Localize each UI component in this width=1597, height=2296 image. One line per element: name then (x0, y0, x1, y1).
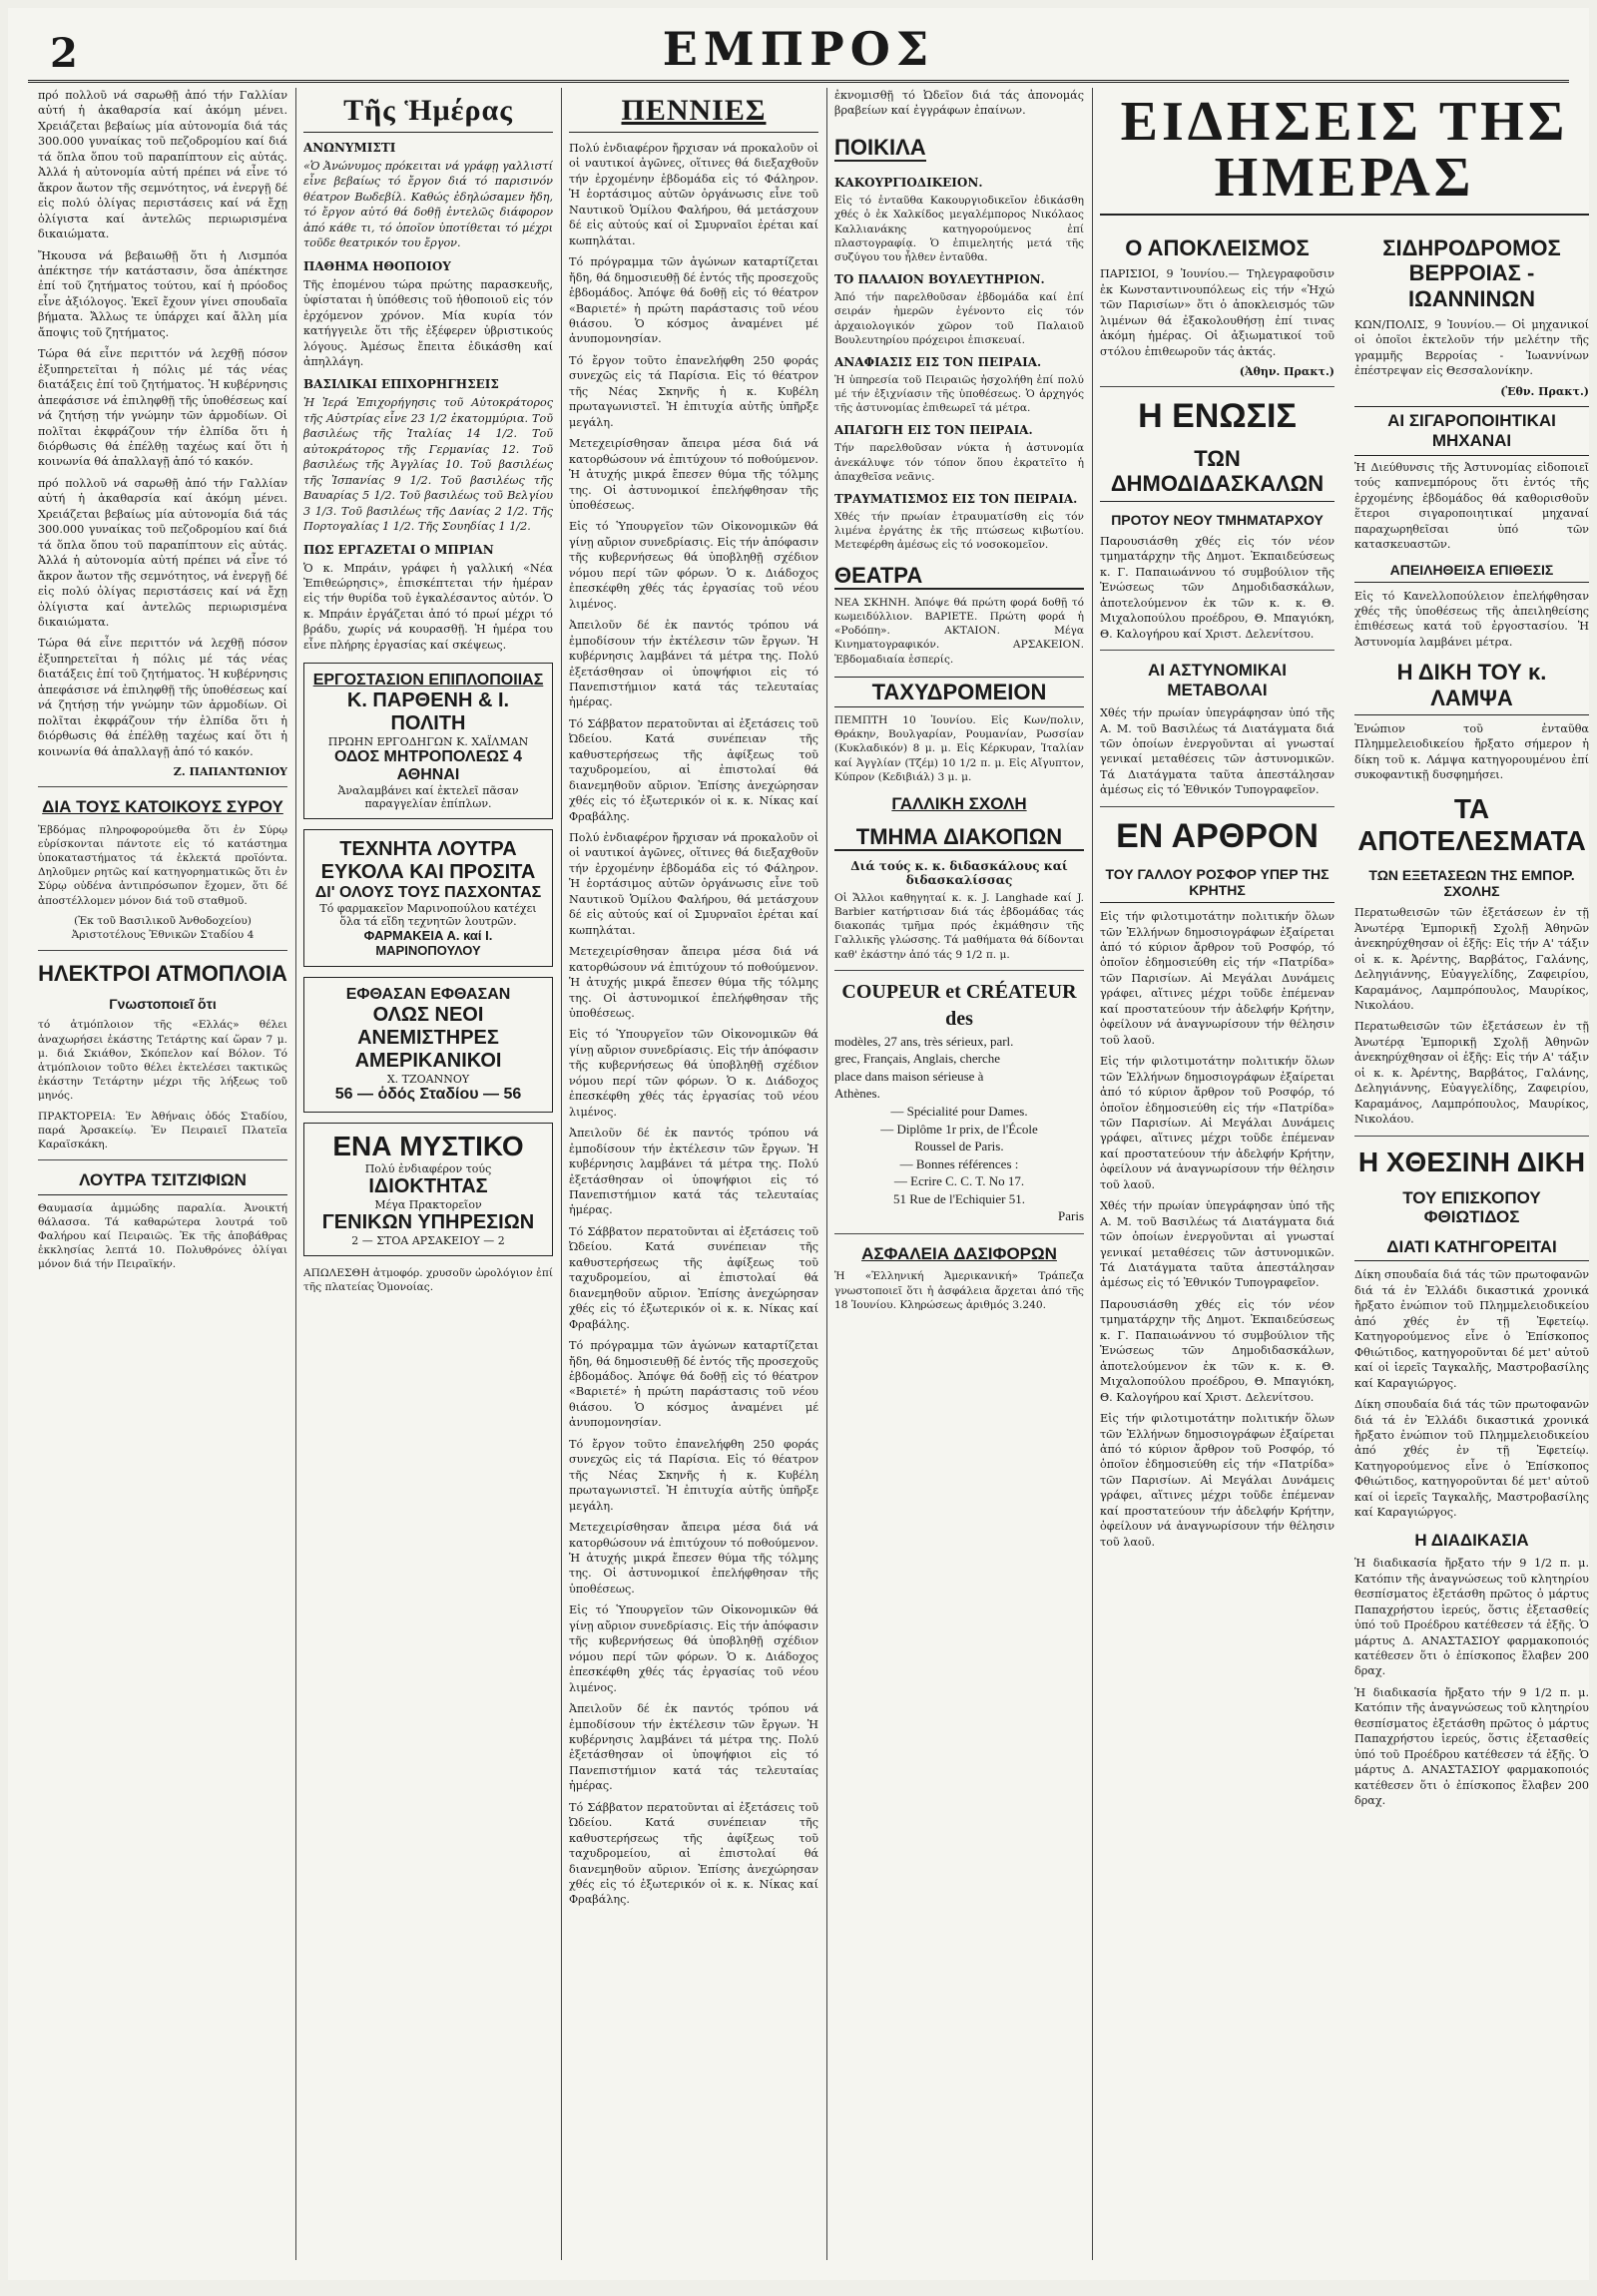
fr-line7: — Diplôme 1r prix, de l'École (880, 1121, 1038, 1137)
penny-text-14: Τό ἔργον τοῦτο ἐπανελήφθη 250 φοράς συνεχῶς εἰς τά Παρίσια. Εἰς τό θέατρον τῆς Νέας Σκηνῆς ἡ κ. Κυβέλη πρωταγωνιστεῖ. Ἡ ἐπιτυχία αὐτῆς ὑπῆρξε μεγάλη. (569, 1437, 818, 1513)
tobacco-title: ΑΙ ΣΙΓΑΡΟΠΟΙΗΤΙΚΑΙ ΜΗΧΑΝΑΙ (1354, 406, 1589, 456)
results-text-cont: Περατωθεισῶν τῶν ἐξετάσεων ἐν τῇ Ἀνωτέρᾳ Ἐμπορικῇ Σχολῇ Ἀθηνῶν ἀνεκηρύχθησαν οἱ ἑξῆς: Εἰς τήν Α' τάξιν οἱ κ. κ. Ἀρέντης, Βαρβάτος, Γαλάνης, Δεληγιάννης, Εὐαγγελίδης, Ζαφειρίου, Καραμάνος, Λαμπρόπουλος, Μαυρίκος, Νικολάου. (1354, 1020, 1589, 1127)
news-left-column (1100, 226, 1334, 1815)
penny-text-1: Πολύ ἐνδιαφέρον ἤρχισαν νά προκαλοῦν οἱ οἱ ναυτικοί ἀγῶνες, οἵτινες θά διεξαχθοῦν τήν ἐρχομένην ἑβδομάδα εἰς τό Φάληρον. Ἡ ἑορτάσιμος αὐτῶν ὀργάνωσις εἶνε τοῦ Ναυτικοῦ Ὁμίλου Φαλήρου, θά μετάσχουν δέ εἰς αὐτούς καί οἱ Σμυρναῖοι ἐρέται καί κωπηλάται. (569, 142, 818, 247)
article-text: Εἰς τήν φιλοτιμοτάτην πολιτικήν ὅλων τῶν Ἑλλήνων δημοσιογράφων ἐξαίρεται ἀπό τό κύριον ἄρθρον τοῦ Ροσφόρ, τό ὁποῖον ἐδημοσιεύθη εἰς τήν «Πατρίδα» τῶν Παρισίων. Αἱ Μεγάλαι Δυνάμεις γράφει, αἵτινες μέχρι τοῦδε ἐπέμεναν καί προστατεύουν τήν ἀδελφήν Κρήτην, ὀφείλουν νά ἀναγνωρίσουν τήν θέλησιν τοῦ λαοῦ. (1100, 910, 1334, 1047)
fans-line1: ΕΦΘΑΣΑΝ ΕΦΘΑΣΑΝ (345, 986, 511, 1004)
long-text-cont: πρό πολλοῦ νά σαρωθῇ ἀπό τήν Γαλλίαν αὐτή ἡ ἀκαθαρσία καί ἀκόμη μένει. Χρειάζεται βεβαίως μία αὐτονομία διά τάς 300.000 γυναίκας τοῦ πεζοδρομίου καί διά τά ὅπλα ὅπου τοῦ παραπίπτουν εἰς αὐτάς. Ἀλλά ἡ αὐτονομία αὐτή πρέπει νά εἶνε τό ἄκρον ἄωτον τῆς σεμνότητος, νά ἐνεργῇ δέ εἰς πολύ ὀλίγας περιστάσεις καί νά ἔχῃ ὀλίγιστα καί ἀντελῶς περιωρισμένα δικαιώματα. (38, 476, 287, 629)
newspaper-title: ΕΜΠΡΟΣ (662, 22, 935, 76)
penny-text-17: Ἀπειλοῦν δέ ἐκ παντός τρόπου νά ἐμποδίσουν τήν ἐκτέλεσιν τῶν ἔργων. Ἡ κυβέρνησις λαμβάνει τά μέτρα της. Πολύ ἐξετάσθησαν οἱ ὑποψήφιοι εἰς τό Πανεπιστήμιον κατά τάς τελευταίας ἡμέρας. (569, 1702, 818, 1793)
ad1-sub: Γνωστοποιεῖ ὅτι (109, 996, 217, 1013)
post-title: ΤΑΧΥΔΡΟΜΕΙΟΝ (834, 677, 1084, 707)
column-1 (38, 88, 287, 2260)
fr-line6: — Spécialité pour Dames. (890, 1104, 1028, 1120)
column-rule (826, 88, 827, 2260)
penny-text-11: Ἀπειλοῦν δέ ἐκ παντός τρόπου νά ἐμποδίσουν τήν ἐκτέλεσιν τῶν ἔργων. Ἡ κυβέρνησις λαμβάνει τά μέτρα της. Πολύ ἐξετάσθησαν οἱ ὑποψήφιοι εἰς τό Πανεπιστήμιον κατά τάς τελευταίας ἡμέρας. (569, 1127, 818, 1217)
fans-line3: ΑΜΕΡΙΚΑΝΙΚΟΙ (354, 1050, 502, 1073)
anonymous-title: ΑΝΩΝΥΜΙΣΤΙ (303, 141, 396, 155)
newspaper-page (8, 8, 1589, 2280)
threat-text: Εἰς τό Κανελλοπούλειον ἐπελήφθησαν χθές τῆς ὑποθέσεως τῆς ἀπειληθείσης ἐπιθέσεως κατά τοῦ ἐργοστασίου. Ἡ Ἀστυνομία λαμβάνει μέτρα. (1354, 589, 1589, 649)
penny-text-18: Τό Σάββατον περατοῦνται αἱ ἐξετάσεις τοῦ Ὠδείου. Κατά συνέπειαν τῆς καθυστερήσεως τῆς ἀφίξεως τοῦ ταχυδρομείου, αἱ ἐπιστολαί θά διανεμηθοῦν αὔριον. Ἐπίσης ἀνεχώρησαν χθές εἰς τό ἐξωτερικόν οἱ κ. κ. Νίκας καί Φραβάλης. (569, 1800, 818, 1907)
bishop-text: Δίκη σπουδαία διά τάς τῶν πρωτοφανῶν διά τά ἐν Ἑλλάδι δικαστικά χρονικά ἤρξατο ἐνώπιον τοῦ Πλημμελειοδικείου ἀπό χθές ἐν τῇ Ἐφετείῳ. Κατηγορούμενος εἶνε ὁ Ἐπίσκοπος Φθιώτιδος, κατηγοροῦνται δέ μετ' αὐτοῦ καί οἱ ἱερεῖς Ταγκαλῆς, Μαστροβασίλης καί Καραγιώργος. (1354, 1268, 1589, 1390)
railway-title: ΣΙΔΗΡΟΔΡΟΜΟΣ ΒΕΡΡΟΙΑΣ - ΙΩΑΝΝΙΝΩΝ (1382, 235, 1561, 311)
news-right-column (1354, 226, 1589, 1815)
divider (38, 950, 287, 951)
lead-text: πρό πολλοῦ νά σαρωθῇ ἀπό τήν Γαλλίαν αὐτή ἡ ἀκαθαρσία καί ἀκόμη μένει. Χρειάζεται βεβαίως μία αὐτονομία διά τάς 300.000 γυναίκας τοῦ πεζοδρομίου καί διά τά ὅπλα ὅπου τοῦ παραπίπτουν εἰς αὐτάς. Ἀλλά ἡ αὐτονομία αὐτή πρέπει νά εἶνε τό ἄκρον ἄωτον τῆς σεμνότητος, νά ἐνεργῇ δέ εἰς πολύ ὀλίγας περιστάσεις καί νά ἔχῃ ὀλίγιστα καί ἀντελῶς περιωρισμένα δικαιώματα. (38, 89, 287, 241)
injury-text: Χθές τήν πρωίαν ἐτραυματίσθη εἰς τόν λιμένα ἐργάτης ἐκ τῆς πτώσεως κιβωτίου. Μετεφέρθη ἀμέσως εἰς τό νοσοκομεῖον. (834, 511, 1084, 552)
bishop-sub: ΤΟΥ ΕΠΙΣΚΟΠΟΥ ΦΘΙΩΤΙΔΟΣ (1402, 1187, 1541, 1227)
exclusion-source: (Ἀθην. Πρακτ.) (1239, 365, 1334, 379)
fr-line8: Roussel de Paris. (914, 1139, 1004, 1154)
divider (1100, 650, 1334, 651)
anonymous-text: «Ὁ Ἀνώνυμος πρόκειται νά γράφῃ γαλλιστί εἶνε βεβαίως τό ἔργον διά τό παρισινόν θέατρον Βωδεβίλ. Καθώς ἐδηλώσαμεν ἤδη, τό ἔργον αὐτό θά δοθῇ ἐντελῶς διάφορον ἀπό κάθε τι, τό ὁποῖον ὑποτίθεται τό μέχρι τοῦδε θεατρικόν του ἔργον. (303, 160, 553, 250)
lampsa-text: Ἐνώπιον τοῦ ἐνταῦθα Πλημμελειοδικείου ἤρξατο σήμερον ἡ δίκη τοῦ κ. Λάμψα κατηγορουμένου ἐπί συκοφαντικῇ δυσφημήσει. (1354, 721, 1589, 782)
procedure-text-cont: Ἡ διαδικασία ἤρξατο τήν 9 1/2 π. μ. Κατόπιν τῆς ἀναγνώσεως τοῦ κλητηρίου θεσπίσματος ἐξετάσθη πρῶτος ὁ μάρτυς Παπαχρήστου ἱερεύς, ὅστις ἐξετασθείς ὑπό τοῦ Προέδρου κατέθεσεν τά ἑξῆς. Ὁ μάρτυς Δ. ΑΝΑΣΤΑΣΙΟΥ φαρμακοποιός κατέθεσεν ὅτι ὁ ἐπίσκοπος ἔλαβεν 200 δραχ. (1354, 1685, 1589, 1808)
actor-text: Τῆς ἐπομένου τώρα πρώτης παρασκευῆς, ὑφίσταται ἡ ὑπόθεσις τοῦ ἠθοποιοῦ εἰς τόν ἐρχόμενον χρόνον. Μία κυρία τόν κατήγγειλε ὅτι τῆς ἐξέφερεν ὑβριστικούς λόγους. Ἀμέσως ἔπειτα ἐδικάσθη καί ἀπηλλάγη. (303, 277, 553, 368)
fr-line12: Paris (1058, 1208, 1084, 1224)
theatre-text: ΝΕΑ ΣΚΗΝΗ. Ἀπόψε θά πρώτη φορά δοθῇ τό κωμειδύλλιον. ΒΑΡΙΕΤΕ. Πρώτη φορά ἡ «Ροδόπη». ΑΚΤΑΙΟΝ. Μέγα Κινηματογραφικόν. ΑΡΣΑΚΕΙΟΝ. Ἑβδομαδιαία ἑσπερίς. (834, 596, 1084, 666)
french-ad (834, 979, 1084, 1225)
penny-text-10: Εἰς τό Ὑπουργεῖον τῶν Οἰκονομικῶν θά γίνῃ αὔριον συνεδρίασις. Εἰς τήν ἀπόφασιν τῆς κυβερνήσεως θά ὑποβληθῇ σχέδιον νόμου περί τῶν φόρων. Ὁ κ. Διάδοχος ἐπεσκέφθη χθές τάς ἐργασίας τοῦ νέου λιμένος. (569, 1028, 818, 1119)
masthead (28, 16, 1569, 83)
secret-line2: Πολύ ἐνδιαφέρον τούς (364, 1162, 492, 1176)
long-text: Τώρα θά εἶνε περιττόν νά λεχθῇ πόσον ἐξυπηρετεῖται ἡ πόλις μέ τάς νέας διατάξεις ἐπί τοῦ ζητήματος. Ἡ κυβέρνησις ἀπεφάσισε νά ἐπιληφθῇ τῆς ὑποθέσεως καί νά ζητήσῃ τήν γνώμην τῶν ἁρμοδίων. Οἱ πολῖται ἐκφράζουν τήν ἐλπίδα ὅτι ἡ διόρθωσις θά ἐπέλθῃ ταχέως καί ὅτι ἡ κοινωνία θά ἀπαλλαγῇ ἀπό τό κακόν. (38, 347, 287, 469)
fans-line2: ΟΛΩΣ ΝΕΟΙ ΑΝΕΜΙΣΤΗΡΕΣ (357, 1004, 499, 1050)
signature: Ζ. ΠΑΠΑΝΤΩΝΙΟΥ (173, 765, 287, 779)
french-school-sub: ΤΜΗΜΑ ΔΙΑΚΟΠΩΝ (834, 824, 1084, 851)
article-text-cont-2: Χθές τήν πρωίαν ὑπεγράφησαν ὑπό τῆς Α. Μ. τοῦ Βασιλέως τά Διατάγματα διά τῶν ὁποίων ἐνεργοῦνται αἱ γνωσταί γενικαί μεταθέσεις τῶν ἀστυνομικῶν. Τά Διατάγματα ταῦτα ἀπεστάλησαν ἀμέσως εἰς τό Ἐθνικόν Τυπογραφεῖον. (1100, 1199, 1334, 1290)
fans-ad (303, 977, 553, 1113)
insurance-text: Ἡ «Ἑλληνική Ἀμερικανική» Τράπεζα γνωστοποιεῖ ὅτι ἡ ἀσφάλεια ἄρχεται ἀπό τῆς 18 Ἰουνίου. Κληρώσεως ἀριθμός 3.240. (834, 1270, 1084, 1311)
workshop-ad (303, 663, 553, 819)
union-sub2: ΠΡΟΤΟΥ ΝΕΟΥ ΤΜΗΜΑΤΑΡΧΟΥ (1111, 511, 1324, 528)
article-text-cont: Εἰς τήν φιλοτιμοτάτην πολιτικήν ὅλων τῶν Ἑλλήνων δημοσιογράφων ἐξαίρεται ἀπό τό κύριον ἄρθρον τοῦ Ροσφόρ, τό ὁποῖον ἐδημοσιεύθη εἰς τήν «Πατρίδα» τῶν Παρισίων. Αἱ Μεγάλαι Δυνάμεις γράφει, αἵτινες μέχρι τοῦδε ἐπέμεναν καί προστατεύουν τήν ἀδελφήν Κρήτην, ὀφείλουν νά ἀναγνωρίσουν τήν θέλησιν τοῦ λαοῦ. (1100, 1055, 1334, 1191)
french-school-text: Οἱ Ἄλλοι καθηγηταί κ. κ. J. Langhade καί J. Barbier κατήρτισαν διά τάς ἑβδομάδας τάς διακοπάς τμῆμα πρός ἐκμάθησιν τῆς Γαλλικῆς γλώσσης. Τά μαθήματα θά δίδονται καθ' ἑκάστην ἀπό τάς 9 1/2 π. μ. (834, 891, 1084, 961)
penny-text-5: Εἰς τό Ὑπουργεῖον τῶν Οἰκονομικῶν θά γίνῃ αὔριον συνεδρίασις. Εἰς τήν ἀπόφασιν τῆς κυβερνήσεως θά ὑποβληθῇ σχέδιον νόμου περί τῶν φόρων. Ὁ κ. Διάδοχος ἐπεσκέφθη χθές τάς ἐργασίας τοῦ νέου λιμένος. (569, 520, 818, 611)
workshop-line2: Κ. ΠΑΡΘΕΝΗ & Ι. ΠΟΛΙΤΗ (346, 689, 510, 735)
column-2-header: Τῆς Ἡμέρας (303, 94, 553, 133)
ad1-agencies: ΠΡΑΚΤΟΡΕΙΑ: Ἐν Ἀθήναις ὁδός Σταδίου, παρά Ἀρσακείῳ. Ἐν Πειραιεῖ Πλατεῖα Καραϊσκάκη. (38, 1110, 287, 1150)
exclusion-title: Ο ΑΠΟΚΛΕΙΣΜΟΣ (1125, 235, 1310, 260)
baths-line3: ΔΙ' ΟΛΟΥΣ ΤΟΥΣ ΠΑΣΧΟΝΤΑΣ (314, 884, 542, 902)
piraeus-text: Ἡ ὑπηρεσία τοῦ Πειραιῶς ἠσχολήθη ἐπί πολύ μέ τήν ἐξιχνίασιν τῆς ὑποθέσεως. Ὁ ἀρχηγός τῆς ἀστυνομίας ἐπιθεωρεῖ τά μέτρα. (834, 373, 1084, 415)
misc-title: ΠΟΙΚΙΛΑ (834, 135, 926, 162)
baths-line2: ΕΥΚΟΛΑ ΚΑΙ ΠΡΟΣΙΤΑ (320, 861, 536, 884)
ad1-text: τό ἀτμόπλοιον τῆς «Ελλάς» θέλει ἀναχωρήσει ἐκάστης Τετάρτης καί ὥραν 7 μ. μ. διά Σκιάθον, Σκόπελον καί Βόλον. Τό ἀτμόπλοιον τοῦτο θέλει ἐκτελέσει τακτικῶς ἐκάστην Τετάρτην μέχρι τῆς λήξεως τοῦ μηνός. (38, 1019, 287, 1103)
column-rule (561, 88, 562, 2260)
column-2 (303, 88, 553, 2260)
bishop-text-cont: Δίκη σπουδαία διά τάς τῶν πρωτοφανῶν διά τά ἐν Ἑλλάδι δικαστικά χρονικά ἤρξατο ἐνώπιον τοῦ Πλημμελειοδικείου ἀπό χθές ἐν τῇ Ἐφετείῳ. Κατηγορούμενος εἶνε ὁ Ἐπίσκοπος Φθιώτιδος, κατηγοροῦνται δέ μετ' αὐτοῦ καί οἱ ἱερεῖς Ταγκαλῆς, Μαστροβασίλης καί Καραγιώργος. (1354, 1398, 1589, 1520)
court-title: ΚΑΚΟΥΡΓΙΟΔΙΚΕΙΟΝ. (834, 176, 983, 191)
baths-title: ΛΟΥΤΡΑ ΤΣΙΤΖΙΦΙΩΝ (38, 1170, 287, 1195)
court-text: Εἰς τό ἐνταῦθα Κακουργιοδικεῖον ἐδικάσθη χθές ὁ ἐκ Χαλκίδος μεγαλέμπορος Νικόλαος Καλλιανάκης κατηγορούμενος ἐπί πλαστογραφίᾳ. Ὁ ἐπιμελητής μετά τῆς συζύγου του ἦλθεν ἐνταῦθα. (834, 195, 1084, 263)
workshop-line5: Ἀναλαμβάνει καί ἐκτελεῖ πᾶσαν παραγγελίαν ἐπίπλων. (337, 784, 519, 811)
post-text: ΠΕΜΠΤΗ 10 Ἰουνίου. Εἰς Κων/πολιν, Θράκην, Βουλγαρίαν, Ρουμανίαν, Ρωσσίαν (Κυκλαδικόν) 8 μ. μ. Εἰς Κέρκυραν, Ἰταλίαν καί Ἀγγλίαν (Τζέμ) 10 1/2 π. μ. Εἰς Αἴγυπτον, Κύπρον (Κεδιβιάλ) 3 μ. μ. (834, 714, 1084, 783)
baths-text: Θαυμασία ἀμμώδης παραλία. Ἀνοικτή θάλασσα. Τά καθαρώτερα λουτρά τοῦ Φαλήρου καί Πειραιῶς. Ἐκ τῆς ἀποβάθρας ἐκκλησίας λεπτά 10. Πολυθρόνες ὀλίγαι μόνον διά τήν Πειραϊκήν. (38, 1201, 287, 1271)
news-columns (1100, 226, 1589, 1815)
lampsa-title: Η ΔΙΚΗ ΤΟΥ κ. ΛΑΜΨΑ (1354, 660, 1589, 715)
penny-text-6: Ἀπειλοῦν δέ ἐκ παντός τρόπου νά ἐμποδίσουν τήν ἐκτέλεσιν τῶν ἔργων. Ἡ κυβέρνησις λαμβάνει τά μέτρα της. Πολύ ἐξετάσθησαν οἱ ὑποψήφιοι εἰς τό Πανεπιστήμιον κατά τάς τελευταίας ἡμέρας. (569, 619, 818, 709)
baths-line1: ΤΕΧΝΗΤΑ ΛΟΥΤΡΑ (339, 838, 517, 861)
penny-text-13: Τό πρόγραμμα τῶν ἀγώνων καταρτίζεται ἤδη, θά δημοσιευθῇ δέ ἐντός τῆς προσεχοῦς ἑβδομάδος. Ἀπόψε θά δοθῇ εἰς τό θέατρον «Βαριετέ» ἡ πρώτη παράστασις τοῦ νέου θιάσου. Ὁ κόσμος ἀναμένει μέ ἀνυπομονησίαν. (569, 1339, 818, 1430)
french-school-lead: Διά τούς κ. κ. διδασκάλους καί διδασκαλίσσας (850, 858, 1068, 887)
secret-line4: Μέγα Πρακτορεῖον (374, 1198, 482, 1212)
divider (1100, 806, 1334, 807)
piraeus-title: ΑΝΑΦΙΑΣΙΣ ΕΙΣ ΤΟΝ ΠΕΙΡΑΙΑ. (834, 354, 1042, 369)
union-sub: ΤΩΝ ΔΗΜΟΔΙΔΑΣΚΑΛΩΝ (1100, 446, 1334, 502)
news-of-the-day (1100, 88, 1589, 2260)
fans-line4: Χ. ΤΖΟΑΝΝΟΥ (386, 1073, 470, 1087)
lost-notice: ΑΠΩΛΕΣΘΗ ἀτμοφόρ. χρυσοῦν ὡρολόγιον ἐπί τῆς πλατείας Ὁμονοίας. (303, 1267, 553, 1294)
divider (1354, 1136, 1589, 1137)
abduction-title: ΑΠΑΓΩΓΗ ΕΙΣ ΤΟΝ ΠΕΙΡΑΙΑ. (834, 423, 1033, 438)
column-rule (1092, 88, 1093, 2260)
long-text-cont-2: Τώρα θά εἶνε περιττόν νά λεχθῇ πόσον ἐξυπηρετεῖται ἡ πόλις μέ τάς νέας διατάξεις ἐπί τοῦ ζητήματος. Ἡ κυβέρνησις ἀπεφάσισε νά ἐπιληφθῇ τῆς ὑποθέσεως καί νά ζητήσῃ τήν γνώμην τῶν ἁρμοδίων. Οἱ πολῖται ἐκφράζουν τήν ἐλπίδα ὅτι ἡ διόρθωσις θά ἐπέλθῃ ταχέως καί ὅτι ἡ κοινωνία θά ἀπαλλαγῇ ἀπό τό κακόν. (38, 637, 287, 758)
fr-line9: — Bonnes références : (899, 1155, 1019, 1171)
results-sub: ΤΩΝ ΕΞΕΤΑΣΕΩΝ ΤΗΣ ΕΜΠΟΡ. ΣΧΟΛΗΣ (1368, 867, 1575, 900)
secret-line6: 2 — ΣΤΟΑ ΑΡΣΑΚΕΙΟΥ — 2 (351, 1234, 505, 1248)
syros-source: (Ἐκ τοῦ Βασιλικοῦ Ἀνθοδοχείου) Ἀριστοτέλους Ἐθνικῶν Σταδίου 4 (71, 914, 255, 941)
bishop-title: Η ΧΘΕΣΙΝΗ ΔΙΚΗ (1357, 1146, 1586, 1177)
syros-title: ΔΙΑ ΤΟΥΣ ΚΑΤΟΙΚΟΥΣ ΣΥΡΟΥ (42, 797, 283, 817)
bryan-text: Ὁ κ. Μπράιν, γράφει ἡ γαλλική «Νέα Ἐπιθεώρησις», ἐπισκέπτεται τήν ἡμέραν εἰς τήν θυρίδα τοῦ ἐγκαλέσαντος αὐτόν. Ὁ κ. Μπράιν ἐργάζεται ἀπό τό πρωί μέχρι τό βράδυ, χωρίς νά κουρασθῇ. Ἡ ἡμέρα του εἶνε πλήρης ἐργασίας καί σκέψεως. (303, 561, 553, 652)
theatre-title: ΘΕΑΤΡΑ (834, 563, 1084, 590)
secret-line5: ΓΕΝΙΚΩΝ ΥΠΗΡΕΣΙΩΝ (321, 1211, 535, 1234)
railway-text: ΚΩΝ/ΠΟΛΙΣ, 9 Ἰουνίου.— Οἱ μηχανικοί οἱ ὁποῖοι ἐκτελοῦν τήν μελέτην τῆς γραμμῆς Βερροίας - Ἰωαννίνων ἐπέστρεψαν εἰς Θεσσαλονίκην. (1354, 317, 1589, 378)
union-text: Παρουσιάσθη χθές εἰς τόν νέον τμηματάρχην τῆς Δημοτ. Ἐκπαιδεύσεως κ. Γ. Παπαιωάννου τό συμβούλιον τῆς Ἑνώσεως τῶν Δημοδιδασκάλων, ἀποτελούμενον ἐκ τῶν κ. κ. Θ. Μιχαλοπούλου προέδρου, Θ. Μπαγιόκη, Θ. Καλογήρου καί Χριστ. Δελενίτσου. (1100, 534, 1334, 641)
secret-ad (303, 1123, 553, 1256)
penny-text-4: Μετεχειρίσθησαν ἄπειρα μέσα διά νά κατορθώσουν νά ἐπιτύχουν τό ποθούμενον. Ἡ ἀτυχής μικρά ἔπεσεν θύμα τῆς τόλμης της. Οἱ ἀστυνομικοί ἐπελήφθησαν τῆς ὑποθέσεως. (569, 437, 818, 512)
baths-line5: ΦΑΡΜΑΚΕΙΑ Α. καί Ι. ΜΑΡΙΝΟΠΟΥΛΟΥ (363, 928, 493, 959)
divider (834, 970, 1084, 971)
column-rule (295, 88, 296, 2260)
bryan-title: ΠΩΣ ΕΡΓΑΖΕΤΑΙ Ο ΜΠΡΙΑΝ (303, 542, 494, 557)
french-school-title: ΓΑΛΛΙΚΗ ΣΧΟΛΗ (891, 794, 1027, 814)
penny-text-15: Μετεχειρίσθησαν ἄπειρα μέσα διά νά κατορθώσουν νά ἐπιτύχουν τό ποθούμενον. Ἡ ἀτυχής μικρά ἔπεσεν θύμα τῆς τόλμης της. Οἱ ἀστυνομικοί ἐπελήφθησαν τῆς ὑποθέσεως. (569, 1521, 818, 1596)
syros-text: Ἐβδόμας πληροφορούμεθα ὅτι ἐν Σύρῳ εὑρίσκονται πάντοτε εἰς τό κατάστημα ὑποκαταστήματος τά ἐκλεκτά προϊόντα. Δηλοῦμεν ρητῶς καί κατηγορηματικῶς ὅτι ἐν Σύρῳ οὐδένα ἀντιπρόσωπον ἔχομεν, ὅτι δέ ἀποστέλλομεν μόνον διά τοῦ σταθμοῦ. (38, 823, 287, 907)
royal-title: ΒΑΣΙΛΙΚΑΙ ΕΠΙΧΟΡΗΓΗΣΕΙΣ (303, 377, 499, 392)
actor-title: ΠΑΘΗΜΑ ΗΘΟΠΟΙΟΥ (303, 258, 451, 273)
top-text: ἐκνομισθῇ τό Ὠδεῖον διά τάς ἀπονομάς βραβείων καί ἐγγράφων ἐπαίνων. (834, 89, 1084, 118)
police-text: Χθές τήν πρωίαν ὑπεγράφησαν ὑπό τῆς Α. Μ. τοῦ Βασιλέως τά Διατάγματα διά τῶν ὁποίων ἐνεργοῦνται αἱ γνωσταί γενικαί μεταθέσεις τῶν ἀστυνομικῶν. Τά Διατάγματα ταῦτα ἀπεστάλησαν ἀμέσως εἰς τό Ἐθνικόν Τυπογραφεῖον. (1100, 706, 1334, 797)
penny-text-16: Εἰς τό Ὑπουργεῖον τῶν Οἰκονομικῶν θά γίνῃ αὔριον συνεδρίασις. Εἰς τήν ἀπόφασιν τῆς κυβερνήσεως θά ὑποβληθῇ σχέδιον νόμου περί τῶν φόρων. Ὁ κ. Διάδοχος ἐπεσκέφθη χθές τάς ἐργασίας τοῦ νέου λιμένος. (569, 1604, 818, 1694)
procedure-text: Ἡ διαδικασία ἤρξατο τήν 9 1/2 π. μ. Κατόπιν τῆς ἀναγνώσεως τοῦ κλητηρίου θεσπίσματος ἐξετάσθη πρῶτος ὁ μάρτυς Παπαχρήστου ἱερεύς, ὅστις ἐξετασθείς ὑπό τοῦ Προέδρου κατέθεσεν τά ἑξῆς. Ὁ μάρτυς Δ. ΑΝΑΣΤΑΣΙΟΥ φαρμακοποιός κατέθεσεν ὅτι ὁ ἐπίσκοπος ἔλαβεν 200 δραχ. (1354, 1557, 1589, 1678)
fans-line5: 56 — ὁδός Σταδίου — 56 (334, 1086, 522, 1104)
workshop-line3: ΠΡΩΗΝ ΕΡΓΟΔΗΓΩΝ Κ. ΧΑΪΛΜΑΝ (327, 735, 529, 749)
divider (38, 786, 287, 787)
columns (38, 88, 1589, 2260)
divider (38, 1159, 287, 1160)
workshop-line1: ΕΡΓΟΣΤΑΣΙΟΝ ΕΠΙΠΛΟΠΟΙΙΑΣ (312, 672, 544, 689)
penny-text-2: Τό πρόγραμμα τῶν ἀγώνων καταρτίζεται ἤδη, θά δημοσιευθῇ δέ ἐντός τῆς προσεχοῦς ἑβδομάδος. Ἀπόψε θά δοθῇ εἰς τό θέατρον «Βαριετέ» ἡ πρώτη παράστασις τοῦ νέου θιάσου. Ὁ κόσμος ἀναμένει μέ ἀνυπομονησίαν. (569, 255, 818, 346)
results-text: Περατωθεισῶν τῶν ἐξετάσεων ἐν τῇ Ἀνωτέρᾳ Ἐμπορικῇ Σχολῇ Ἀθηνῶν ἀνεκηρύχθησαν οἱ ἑξῆς: Εἰς τήν Α' τάξιν οἱ κ. κ. Ἀρέντης, Βαρβάτος, Γαλάνης, Δεληγιάννης, Εὐαγγελίδης, Ζαφειρίου, Καραμάνος, Λαμπρόπουλος, Μαυρίκος, Νικολάου. (1354, 906, 1589, 1013)
results-title: ΤΑ ΑΠΟΤΕΛΕΣΜΑΤΑ (1357, 792, 1586, 856)
mid-text: Ἤκουσα νά βεβαιωθῇ ὅτι ἡ Λισμπόα ἀπέκτησε τήν κατάστασιν, ὅσα ἀπέκτησε ἐπί τοῦ ζητήματος τούτου, καί ἡ πρόοδος εἶνε ἀξιόλογος. Ἐκεῖ ἔχουν γίνει σπουδαῖα βήματα. Ἄλλως τε ὑπάρχει καί ἄλλη μία ἄποψις τοῦ ζητήματος. (38, 248, 287, 339)
injury-title: ΤΡΑΥΜΑΤΙΣΜΟΣ ΕΙΣ ΤΟΝ ΠΕΙΡΑΙΑ. (834, 492, 1078, 507)
secret-line1: ΕΝΑ ΜΥΣΤΙΚΟ (332, 1131, 524, 1162)
railway-source: (Ἐθν. Πρακτ.) (1500, 384, 1589, 398)
page-number: 2 (50, 30, 78, 77)
penny-text-9: Μετεχειρίσθησαν ἄπειρα μέσα διά νά κατορθώσουν νά ἐπιτύχουν τό ποθούμενον. Ἡ ἀτυχής μικρά ἔπεσεν θύμα τῆς τόλμης της. Οἱ ἀστυνομικοί ἐπελήφθησαν τῆς ὑποθέσεως. (569, 945, 818, 1021)
fr-line4: place dans maison sérieuse à (834, 1068, 984, 1084)
fr-line3: grec, Français, Anglais, cherche (834, 1051, 1001, 1067)
tobacco-text: Ἡ Διεύθυνσις τῆς Ἀστυνομίας εἰδοποιεῖ τούς καπνεμπόρους ὅτι ἐντός τῆς ἐρχομένης ἑβδομάδος θά καθορισθοῦν ἕτεροι σιγαροποιητικαί μηχαναί παραχωρηθεῖσαι ὑπό τῶν κατασκευαστῶν. (1354, 460, 1589, 551)
news-banner: ΕΙΔΗΣΕΙΣ ΤΗΣ ΗΜΕΡΑΣ (1100, 94, 1589, 216)
divider (1100, 386, 1334, 387)
workshop-line4: ΟΔΟΣ ΜΗΤΡΟΠΟΛΕΩΣ 4 ΑΘΗΝΑΙ (333, 748, 523, 784)
secret-line3: ΙΔΙΟΚΤΗΤΑΣ (368, 1175, 488, 1198)
bishop-sub2: ΔΙΑΤΙ ΚΑΤΗΓΟΡΕΙΤΑΙ (1354, 1237, 1589, 1262)
fr-line10: — Ecrire C. C. T. No 17. (893, 1173, 1025, 1189)
penny-text-12: Τό Σάββατον περατοῦνται αἱ ἐξετάσεις τοῦ Ὠδείου. Κατά συνέπειαν τῆς καθυστερήσεως τῆς ἀφίξεως τοῦ ταχυδρομείου, αἱ ἐπιστολαί θά διανεμηθοῦν αὔριον. Ἐπίσης ἀνεχώρησαν χθές εἰς τό ἐξωτερικόν οἱ κ. κ. Νίκας καί Φραβάλης. (569, 1224, 818, 1331)
column-3-header: ΠΕΝΝΙΕΣ (569, 94, 818, 133)
penny-text-3: Τό ἔργον τοῦτο ἐπανελήφθη 250 φοράς συνεχῶς εἰς τά Παρίσια. Εἰς τό θέατρον τῆς Νέας Σκηνῆς ἡ κ. Κυβέλη πρωταγωνιστεῖ. Ἡ ἐπιτυχία αὐτῆς ὑπῆρξε μεγάλη. (569, 353, 818, 429)
article-text-cont-4: Εἰς τήν φιλοτιμοτάτην πολιτικήν ὅλων τῶν Ἑλλήνων δημοσιογράφων ἐξαίρεται ἀπό τό κύριον ἄρθρον τοῦ Ροσφόρ, τό ὁποῖον ἐδημοσιεύθη εἰς τήν «Πατρίδα» τῶν Παρισίων. Αἱ Μεγάλαι Δυνάμεις γράφει, αἵτινες μέχρι τοῦδε ἐπέμεναν καί προστατεύουν τήν ἀδελφήν Κρήτην, ὀφείλουν νά ἀναγνωρίσουν τήν θέλησιν τοῦ λαοῦ. (1100, 1412, 1334, 1549)
royal-text: Ἡ Ἱερά Ἐπιχορήγησις τοῦ Αὐτοκράτορος τῆς Αὐστρίας εἶνε 23 1/2 ἑκατομμύρια. Τοῦ βασιλέως τῆς Ἰταλίας 14 1/2. Τοῦ αὐτοκράτορος τῆς Γερμανίας 12. Τοῦ βασιλέως τῆς Ἀγγλίας 10. Τοῦ βασιλέως τῆς Ἰσπανίας 9 1/2. Τοῦ βασιλέως τῆς Βαυαρίας 5 1/2. Τοῦ βασιλέως τοῦ Βελγίου 3 1/3. Τοῦ βασιλέως τῆς Δανίας 2 1/2. Τῆς Πορτογαλίας 1 1/2. Τῆς Σουηδίας 1 1/2. (303, 396, 553, 534)
artificial-baths-ad (303, 829, 553, 967)
baths-line4: Τό φαρμακεῖον Μαρινοπούλου κατέχει ὅλα τά εἴδη τεχνητῶν λουτρῶν. (319, 902, 537, 929)
column-4 (834, 88, 1084, 2260)
divider (834, 1233, 1084, 1234)
procedure-title: Η ΔΙΑΔΙΚΑΣΙΑ (1414, 1530, 1529, 1550)
insurance-title: ΑΣΦΑΛΕΙΑ ΔΑΣΙΦΟΡΩΝ (861, 1243, 1057, 1263)
fr-line2: modèles, 27 ans, très sérieux, parl. (834, 1033, 1014, 1049)
article-text-cont-3: Παρουσιάσθη χθές εἰς τόν νέον τμηματάρχην τῆς Δημοτ. Ἐκπαιδεύσεως κ. Γ. Παπαιωάννου τό συμβούλιον τῆς Ἑνώσεως τῶν Δημοδιδασκάλων, ἀποτελούμενον ἐκ τῶν κ. κ. Θ. Μιχαλοπούλου προέδρου, Θ. Μπαγιόκη, Θ. Καλογήρου καί Χριστ. Δελενίτσου. (1100, 1297, 1334, 1404)
union-title: Η ΕΝΩΣΙΣ (1138, 397, 1297, 436)
parliament-title: ΤΟ ΠΑΛΑΙΟΝ ΒΟΥΛΕΥΤΗΡΙΟΝ. (834, 272, 1045, 287)
police-title: ΑΙ ΑΣΤΥΝΟΜΙΚΑΙ ΜΕΤΑΒΟΛΑΙ (1148, 660, 1287, 699)
threat-title: ΑΠΕΙΛΗΘΕΙΣΑ ΕΠΙΘΕΣΙΣ (1354, 562, 1589, 582)
ad1-title: ΗΛΕΚΤΡΟΙ ΑΤΜΟΠΛΟΙΑ (38, 961, 287, 987)
fr-line11: 51 Rue de l'Echiquier 51. (893, 1190, 1025, 1206)
penny-text-7: Τό Σάββατον περατοῦνται αἱ ἐξετάσεις τοῦ Ὠδείου. Κατά συνέπειαν τῆς καθυστερήσεως τῆς ἀφίξεως τοῦ ταχυδρομείου, αἱ ἐπιστολαί θά διανεμηθοῦν αὔριον. Ἐπίσης ἀνεχώρησαν χθές εἰς τό ἐξωτερικόν οἱ κ. κ. Νίκας καί Φραβάλης. (569, 716, 818, 823)
fr-line1: COUPEUR et CRÉATEUR des (841, 980, 1077, 1030)
article-title: ΕΝ ΑΡΘΡΟΝ (1116, 816, 1319, 855)
column-3 (569, 88, 818, 2260)
article-sub: ΤΟΥ ΓΑΛΛΟΥ ΡΟΣΦΟΡ ΥΠΕΡ ΤΗΣ ΚΡΗΤΗΣ (1100, 866, 1334, 903)
abduction-text: Τήν παρελθοῦσαν νύκτα ἡ ἀστυνομία ἀνεκάλυψε τόν τόπον ὅπου ἐκρατεῖτο ἡ ἀπαχθεῖσα νεᾶνις. (834, 442, 1084, 483)
parliament-text: Ἀπό τήν παρελθοῦσαν ἑβδομάδα καί ἐπί σειράν ἡμερῶν ἐγένοντο εἰς τόν ἀρχαιολογικόν χῶρον τοῦ Παλαιοῦ Βουλευτηρίου πρόχειροι ἐπισκευαί. (834, 291, 1084, 346)
penny-text-8: Πολύ ἐνδιαφέρον ἤρχισαν νά προκαλοῦν οἱ οἱ ναυτικοί ἀγῶνες, οἵτινες θά διεξαχθοῦν τήν ἐρχομένην ἑβδομάδα εἰς τό Φάληρον. Ἡ ἑορτάσιμος αὐτῶν ὀργάνωσις εἶνε τοῦ Ναυτικοῦ Ὁμίλου Φαλήρου, θά μετάσχουν δέ εἰς αὐτούς καί οἱ Σμυρναῖοι ἐρέται καί κωπηλάται. (569, 831, 818, 937)
fr-line5: Athènes. (834, 1086, 880, 1102)
exclusion-text: ΠΑΡΙΣΙΟΙ, 9 Ἰουνίου.— Τηλεγραφοῦσιν ἐκ Κωνσταντινουπόλεως εἰς τήν «Ἠχώ τῶν Παρισίων» ὅτι ὁ ἀποκλεισμός τῶν λιμένων θά ἐξακολουθήσῃ ἐπί τινας ἀκόμη ἡμέρας. Οἱ ἀξιωματικοί τοῦ στόλου ἐπιθεωροῦν τάς ἀκτάς. (1100, 267, 1334, 358)
